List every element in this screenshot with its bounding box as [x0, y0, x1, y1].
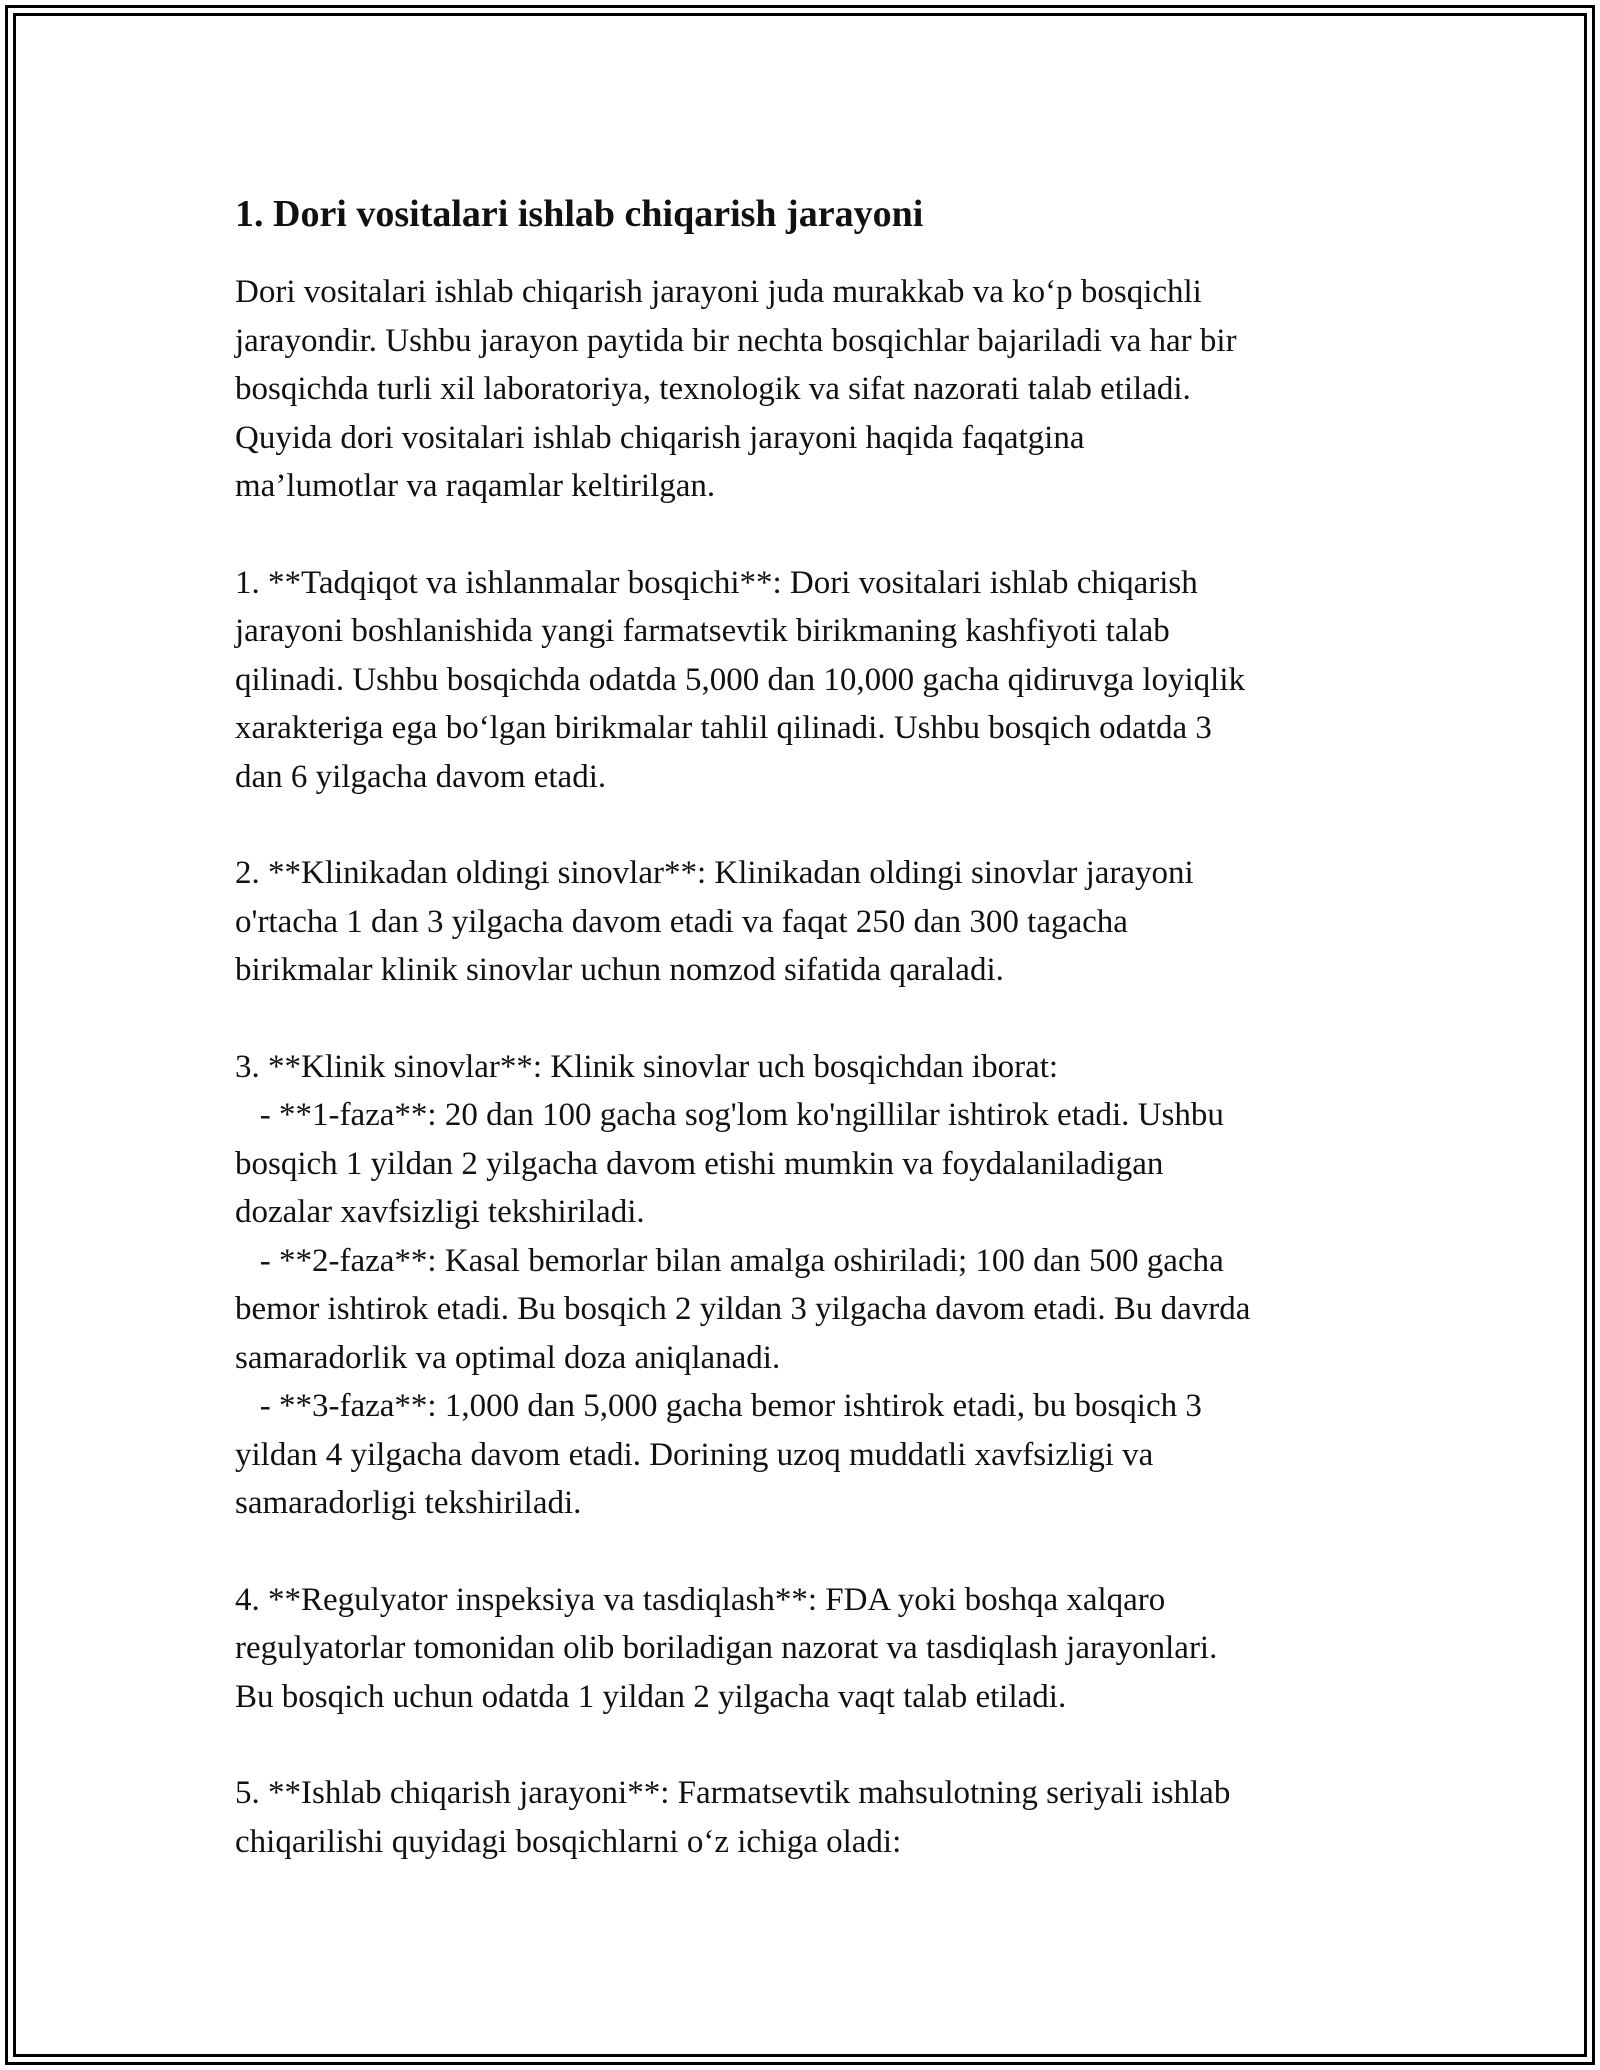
research-stage-paragraph [235, 559, 1375, 802]
text-line: dozalar xavfsizligi tekshiriladi. [235, 1194, 645, 1230]
text-line: ma’lumotlar va raqamlar keltirilgan. [235, 468, 716, 504]
text-line: - **1-faza**: 20 dan 100 gacha sog'lom ko'ngillilar ishtirok etadi. Ushbu [235, 1097, 1224, 1133]
text-line: bemor ishtirok etadi. Bu bosqich 2 yildan 3 yilgacha davom etadi. Bu davrda [235, 1291, 1251, 1327]
text-line: chiqarilishi quyidagi bosqichlarni o‘z ichiga oladi: [235, 1823, 902, 1860]
text-line: bosqich 1 yildan 2 yilgacha davom etishi mumkin va foydalaniladigan [235, 1145, 1164, 1182]
preclinical-stage-paragraph [235, 849, 1375, 995]
document-title: 1. Dori vositalari ishlab chiqarish jarayoni [235, 193, 924, 235]
text-line: Bu bosqich uchun odatda 1 yildan 2 yilgacha vaqt talab etiladi. [235, 1678, 1067, 1715]
text-line: jarayondir. Ushbu jarayon paytida bir nechta bosqichlar bajariladi va har bir [235, 322, 1237, 359]
text-line: yildan 4 yilgacha davom etadi. Dorining uzoq muddatli xavfsizligi va [235, 1436, 1154, 1473]
text-line: bosqichda turli xil laboratoriya, texnologik va sifat nazorati talab etiladi. [235, 371, 1191, 407]
clinical-trials-paragraph [235, 1043, 1375, 1528]
text-line: samaradorlik va optimal doza aniqlanadi. [235, 1339, 781, 1376]
text-line: Quyida dori vositalari ishlab chiqarish jarayoni haqida faqatgina [235, 419, 1085, 456]
intro-paragraph [235, 268, 1375, 511]
text-line: Dori vositalari ishlab chiqarish jarayoni juda murakkab va ko‘p bosqichli [235, 274, 1202, 310]
text-line: jarayoni boshlanishida yangi farmatsevtik birikmaning kashfiyoti talab [235, 613, 1170, 649]
text-line: xarakteriga ega bo‘lgan birikmalar tahlil qilinadi. Ushbu bosqich odatda 3 [235, 710, 1212, 746]
text-line: qilinadi. Ushbu bosqichda odatda 5,000 dan 10,000 gacha qidiruvga loyiqlik [235, 661, 1245, 698]
text-line: 3. **Klinik sinovlar**: Klinik sinovlar uch bosqichdan iborat: [235, 1048, 1059, 1085]
text-line: 2. **Klinikadan oldingi sinovlar**: Klinikadan oldingi sinovlar jarayoni [235, 855, 1194, 891]
regulatory-stage-paragraph [235, 1576, 1375, 1722]
text-line: - **2-faza**: Kasal bemorlar bilan amalga oshiriladi; 100 dan 500 gacha [235, 1242, 1224, 1279]
text-line: 1. **Tadqiqot va ishlanmalar bosqichi**: Dori vositalari ishlab chiqarish [235, 564, 1198, 601]
manufacturing-stage-paragraph [235, 1769, 1375, 1866]
text-line: 4. **Regulyator inspeksiya va tasdiqlash**: FDA yoki boshqa xalqaro [235, 1581, 1166, 1618]
text-line: 5. **Ishlab chiqarish jarayoni**: Farmatsevtik mahsulotning seriyali ishlab [235, 1775, 1231, 1811]
text-line: regulyatorlar tomonidan olib boriladigan nazorat va tasdiqlash jarayonlari. [235, 1630, 1218, 1666]
text-line: samaradorligi tekshiriladi. [235, 1485, 582, 1521]
document-body [235, 188, 1375, 1914]
text-line: birikmalar klinik sinovlar uchun nomzod sifatida qaraladi. [235, 952, 1004, 988]
text-line: dan 6 yilgacha davom etadi. [235, 758, 607, 795]
text-line: - **3-faza**: 1,000 dan 5,000 gacha bemor ishtirok etadi, bu bosqich 3 [235, 1388, 1202, 1424]
text-line: o'rtacha 1 dan 3 yilgacha davom etadi va faqat 250 dan 300 tagacha [235, 903, 1128, 940]
